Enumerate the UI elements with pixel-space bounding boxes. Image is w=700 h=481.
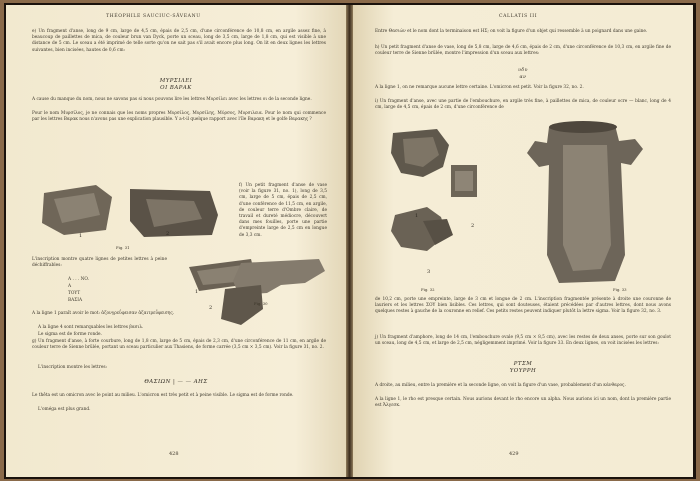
left-page <box>6 5 346 477</box>
fig30-number-1: 1 <box>195 289 199 295</box>
paragraph-h: h) Un petit fragment d'anse de vase, long de 5,8 cm, large de 4,6 cm, épais de 2 cm, d'une circonférence de 10,3 cm, en argile fine de couleur terre de Sienne brûlée, montre l'impression d'un sceau aux lettres: <box>375 45 671 57</box>
paragraph-i: i) Un fragment d'anse, avec une partie de l'embouchure, en argile très fine, à paillettes de mica, de couleur ocre — blanc, long de 4 cm, large de 4,5 cm, épais de 2 cm, d'une circonférence de <box>375 99 671 111</box>
greek-line-3: ΘΑΣΙΩΝ | — — ΑΗΣ <box>144 379 208 385</box>
paragraph-sigma: Le sigma est de forme ronde. <box>38 332 102 337</box>
paragraph-j: j) Un fragment d'amphore, long de 14 cm, l'embouchure ovale (9,5 cm × 8,5 cm), avec les restes de deux anses, porte sur son goulot un sceau, long de 4,5 cm, et large de 2,5 cm, négligemment imprimé. Voir la figure 33. En deux lignes, on voit incisées les lettres: <box>375 335 671 347</box>
paragraph-3: Pour le nom Μυρσίλος, je ne connais que les noms propres Μυρσίλος, Μυρσίλης, Μύρσος, Μυρσιλεια. Pour le nom qui commence par les lettres Βαρακ nous n'avons pas une explication plausible. Y a-t-il quelque rapport avec l'île Βαρακη et le golfe Βαρακης ? <box>32 111 326 123</box>
paragraph-f: f) Un petit fragment d'anse de vase (voir la figure 31, no. 1), long de 3,5 cm, large de 5 cm, épais de 2,5 cm, d'une conférence de 11,5 cm, en argile, de couleur terre d'Ombre claire, de travail et dureté médiocre, découvert dans mes fouilles, porte une partie d'empreinte large de 2,5 cm en longue de 3,3 cm. <box>239 183 327 238</box>
fig30-number-2: 2 <box>209 305 213 311</box>
figure-32-fragments <box>383 123 493 293</box>
page-number-right: 429 <box>509 451 519 457</box>
paragraph-e: e) Un fragment d'anse, long de 9 cm, large de 4,5 cm, épais de 2,5 cm, d'une circonférence de 10,8 cm, en argile assez fine, à beaucoup de paillettes de mica, de couleur brun van Dyck, porte un sceau, long de 3,5 cm, large de 1,8 cm, qui est visible à une distance de 5 cm. Le sceau a été imprimé de telle sorte qu'on ne sait pas s'il avait encore plus long. On lit en deux lignes les lettres suivantes, bien incisées, hautes de 0,6 cm: <box>32 29 326 53</box>
paragraph-line1: A la ligne 1 paraît avoir le mot: ἀζονγρεΰφεισαν ἀζαιτρεΰφεισης. <box>32 311 175 316</box>
book-spread <box>4 3 696 479</box>
fig32-number-3: 3 <box>427 269 431 275</box>
greek-line-b: αν <box>519 75 527 80</box>
running-head-left: THÉOPHILE SAUCIUC-SĂVEANU <box>106 14 201 19</box>
running-head-right: CALLATIS III <box>499 14 538 19</box>
amphora-mouth <box>549 121 617 133</box>
inscription-line-2: Α <box>68 284 72 289</box>
fig33-caption: Fig. 33 <box>613 287 627 292</box>
paragraph-ligne: A la ligne 1, le rho est presque certain. Nous aurions devant le rho encore un alpha. Nous aurions ici un nom, dont la première partie est Ἀλγεσκ. <box>375 397 671 409</box>
amphora-highlight <box>563 145 611 271</box>
paragraph-2: A cause du manque du nom, nous ne savons pas si nous pouvons lire les lettres Μυρσίλει avec les lettres οι de la seconde ligne. <box>32 97 312 102</box>
right-page <box>353 5 693 477</box>
inscription-line-3: ΤΟΥΤ <box>68 291 81 296</box>
fig31-caption: Fig. 31 <box>116 245 130 250</box>
paragraph-continued: de 10,2 cm, porte une empreinte, large de 3 cm et longue de 2 cm. L'inscription fragmentée présente à droite une couronne de lauriers et les lettres ΣΟΥ bien lisibles. Ces lettres, qui sont douteuses, étaient précédées par d'autres lettres, dont nous avons quelques restes à gauche de la couronne en relief. Ces petits restes peuvent indiquer plutôt la lettre sigma. Voir la figure 32, no. 3. <box>375 297 671 315</box>
figure-33-amphora <box>503 105 663 295</box>
paragraph-theta: Le thêta est un omicron avec le point au milieu. L'omicron est très petit et à peine visible. Le sigma est de forme ronde. <box>32 393 294 398</box>
greek-line-a: υδυ <box>518 68 528 73</box>
fig31-number-1: 1 <box>79 233 83 239</box>
paragraph-line1-right: A la ligne 1, on ne remarque aucune lettre certaine. L'omicron est petit. Voir la figure 32, no. 2. <box>375 85 584 90</box>
paragraph-g: g) Un fragment d'anse, à forte courbure, long de 1,8 cm, large de 5 cm, épais de 2,3 cm, d'une circonférence de 11 cm, en argile de couleur terre de Sienne brûlée, portant un sceau particulier aux Thasiens, de forme carrée (3,5 cm × 3,5 cm). Voir la figure 31, no. 2. <box>32 339 326 351</box>
fig32-number-1: 1 <box>415 213 419 219</box>
paragraph-droite: A droite, au milieu, entre la première et la seconde ligne, on voit la figure d'un vase, probablement d'un κάνθαρος. <box>375 383 626 388</box>
paragraph-top: Entre Θασιών et le nom dont la terminaison est ΗΣ; on voit la figure d'un objet qui ressemble à un poignard dans une gaine. <box>375 29 648 34</box>
greek-line-d: ΥΟΥΡΡΗ <box>509 368 537 374</box>
greek-line-1: ΜΥΡΣΙΛΕΙ <box>159 78 193 84</box>
book-gutter <box>346 5 353 477</box>
paragraph-line4: A la ligne 4 sont remarquables les lettres βασιλ. <box>38 325 144 330</box>
page-number-left: 428 <box>169 451 179 457</box>
greek-line-2: ΟΙ ΒΑΡΑΚ <box>160 85 192 91</box>
fragment-32-2-light <box>455 171 473 191</box>
greek-line-c: ΡΤΣΜ <box>513 361 533 367</box>
fig32-caption: Fig. 32 <box>421 287 435 292</box>
paragraph-inscription-2: L'inscription montre les lettres: <box>38 365 108 370</box>
figure-30-fragments <box>181 253 331 333</box>
paragraph-omega: L'oméga est plus grand. <box>38 407 91 412</box>
inscription-line-4: ΒΑΣΙΑ <box>68 298 83 303</box>
fig30-caption: Fig. 30 <box>254 301 268 306</box>
figure-31-fragments <box>34 175 224 250</box>
paragraph-inscription: L'inscription montre quatre lignes de petites lettres à peine déchiffrables: <box>32 257 167 269</box>
fig32-number-2: 2 <box>471 223 475 229</box>
inscription-line-1: Α . . . ΝΟ. <box>68 277 90 282</box>
fig31-number-2: 2 <box>166 231 170 237</box>
